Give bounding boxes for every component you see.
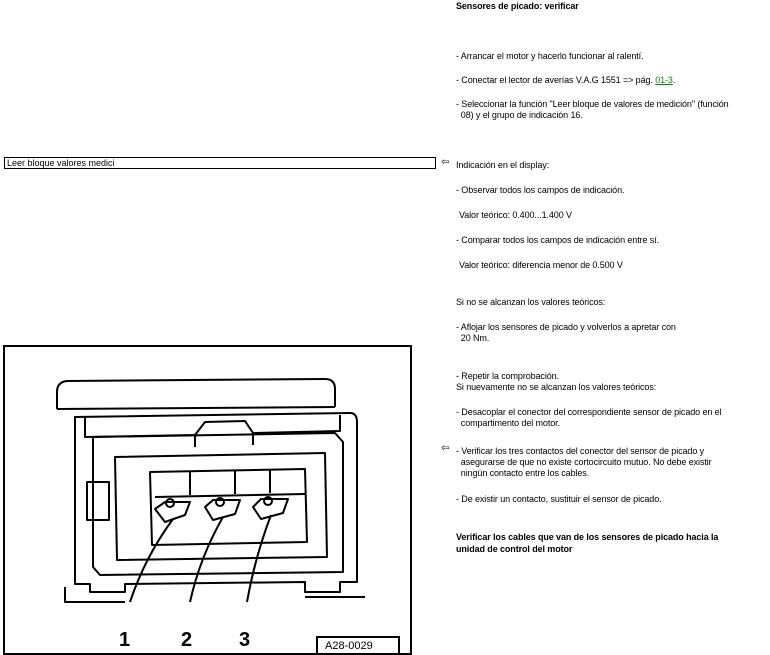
step-connect-reader: [456, 75, 675, 85]
display-field: [4, 157, 436, 169]
page-ref-link[interactable]: 01-3: [655, 75, 673, 85]
step-disconnect-line1: - Desacoplar el conector del correspondiente sensor de picado en el: [456, 407, 722, 417]
step-compare-fields: - Comparar todos los campos de indicación entre sí.: [456, 235, 659, 245]
step-loosen-line2: 20 Nm.: [456, 333, 490, 343]
label-pin-2: 2: [181, 629, 193, 651]
connector-drawing: [5, 347, 410, 653]
display-field-text: Leer bloque valores medici: [7, 158, 115, 168]
step-verify-line3: ningún contacto entre los cables.: [456, 468, 590, 478]
step-disconnect-line2: compartimento del motor.: [456, 418, 560, 428]
step-connect-reader-end: .: [672, 75, 676, 85]
figure-id: A28-0029: [325, 640, 373, 652]
label-pin-3: 3: [239, 629, 251, 651]
step-connect-reader-text: - Conectar el lector de averías V.A.G 1551 => pág.: [456, 75, 656, 85]
label-pin-1: 1: [119, 629, 131, 651]
nominal-value-1: Valor teórico: 0.400...1.400 V: [459, 210, 572, 220]
page-title: Sensores de picado: verificar: [456, 1, 579, 11]
footer-heading-line2: unidad de control del motor: [456, 544, 573, 554]
display-label: Indicación en el display:: [456, 160, 550, 170]
step-select-function-line1: - Seleccionar la función "Leer bloque de valores de medición" (función: [456, 99, 729, 109]
nominal-value-2: Valor teórico: diferencia menor de 0.500 V: [459, 260, 623, 270]
not-reached-note: Si no se alcanzan los valores teóricos:: [456, 297, 606, 307]
step-replace-sensor: - De existir un contacto, sustituir el sensor de picado.: [456, 494, 662, 504]
arrow-left-icon: ⇦: [441, 443, 450, 454]
connector-figure: [3, 345, 412, 655]
step-loosen-line1: - Aflojar los sensores de picado y volverlos a apretar con: [456, 322, 676, 332]
footer-heading-line1: Verificar los cables que van de los sensores de picado hacia la: [456, 532, 719, 542]
step-start-engine: - Arrancar el motor y hacerlo funcionar al ralentí.: [456, 51, 644, 61]
step-verify-line2: asegurarse de que no existe cortocircuito mutuo. No debe existir: [456, 457, 712, 467]
step-repeat-line2: Si nuevamente no se alcanzan los valores teóricos:: [456, 382, 657, 392]
arrow-left-icon: ⇦: [441, 157, 450, 168]
step-observe-fields: - Observar todos los campos de indicación.: [456, 185, 625, 195]
step-repeat-line1: - Repetir la comprobación.: [456, 371, 559, 381]
step-verify-line1: - Verificar los tres contactos del conector del sensor de picado y: [456, 446, 705, 456]
step-select-function-line2: 08) y el grupo de indicación 16.: [456, 110, 583, 120]
